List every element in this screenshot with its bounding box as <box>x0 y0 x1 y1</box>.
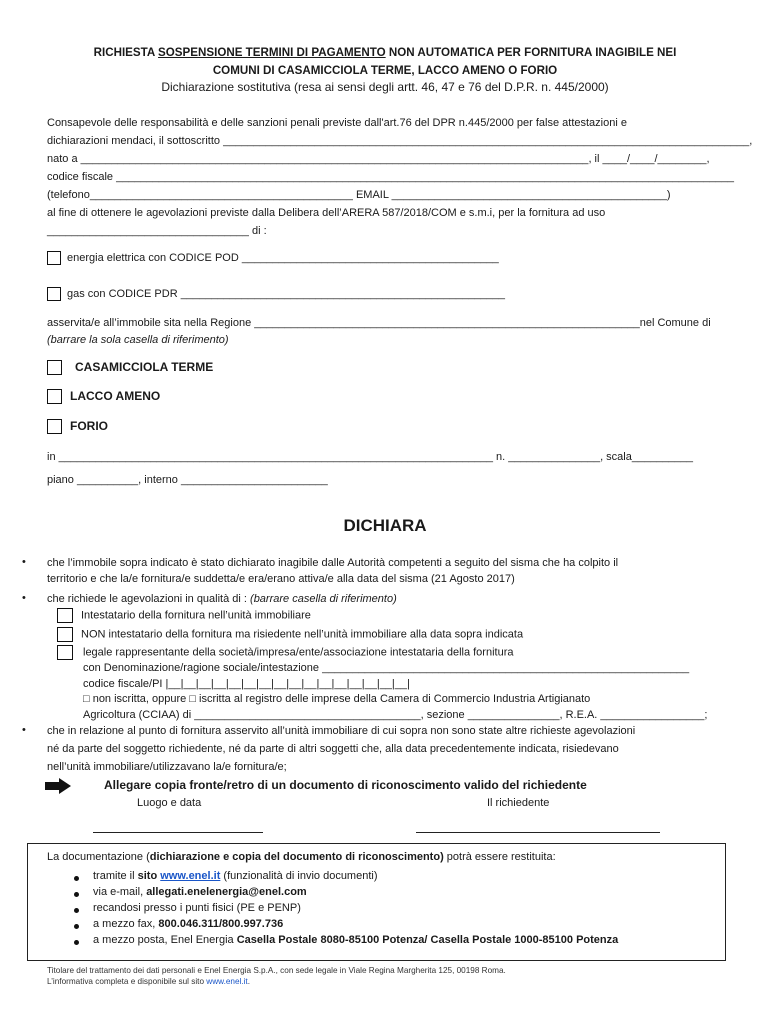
email-label: EMAIL <box>355 189 389 201</box>
return-email-address[interactable]: allegati.enelenergia@enel.com <box>146 886 307 898</box>
return-option-physical: recandosi presso i punti fisici (PE e PENP) <box>93 902 301 914</box>
phone-field[interactable]: ___________________________________________ <box>89 189 353 201</box>
cciaa-line[interactable]: Agricoltura (CCIAA) di _____________________________________, sezione _______________, R.E.A. _________________; <box>83 709 708 721</box>
muni-option-lacco-ameno <box>47 389 160 404</box>
role-option-resident <box>57 627 523 642</box>
footer-enel-link[interactable]: www.enel.it <box>206 977 248 986</box>
holder-checkbox[interactable] <box>57 608 73 623</box>
registry-line[interactable]: □ non iscritta, oppure □ iscritta al registro delle imprese della Camera di Commercio Industria Artigianato <box>83 693 591 705</box>
bullet-dot <box>74 876 79 881</box>
company-tax-id-field[interactable]: codice fiscale/PI |__|__|__|__|__|__|__|__|__|__|__|__|__|__|__|__| <box>83 678 410 690</box>
region-field[interactable]: _______________________________________________________________ <box>254 317 640 329</box>
declaration-b3-line2: né da parte del soggetto richiedente, né da parte di altri soggetti che, alla data precedentemente indicata, risiedevano <box>47 743 619 755</box>
title-post: NON AUTOMATICA PER FORNITURA INAGIBILE NEI <box>385 46 677 59</box>
lacco-ameno-label: LACCO AMENO <box>70 389 161 403</box>
pdr-option <box>47 287 505 301</box>
intro-line6: al fine di ottenere le agevolazioni previste dalla Delibera dell’ARERA 587/2018/COM e s.m.i, per la fornitura ad uso <box>47 207 606 219</box>
post-pre: a mezzo posta, Enel Energia <box>93 934 237 946</box>
fax-numbers: 800.046.311/800.997.736 <box>158 918 284 930</box>
form-title <box>30 44 740 61</box>
holder-label: Intestatario della fornitura nell’unità immobiliare <box>81 609 311 622</box>
intro-line7 <box>47 224 725 238</box>
municipality-label: nel Comune di <box>639 317 711 329</box>
role-hint: (barrare casella di riferimento) <box>250 593 397 605</box>
forio-label: FORIO <box>70 419 108 433</box>
return-info-intro <box>47 851 556 863</box>
use-type-field[interactable]: _________________________________ <box>47 225 249 237</box>
return-option-website <box>93 870 378 882</box>
bullet-dot <box>74 924 79 929</box>
declaration-b3-line1: che in relazione al punto di fornitura asservito all’unità immobiliare di cui sopra non sono state altre richieste agevolazioni <box>47 725 636 737</box>
enel-website-link[interactable]: www.enel.it <box>160 870 221 882</box>
municipality-hint: (barrare la sola casella di riferimento) <box>47 334 229 346</box>
title-pre: RICHIESTA <box>93 46 159 59</box>
bullet-dot: • <box>22 556 26 568</box>
intro-line1: Consapevole delle responsabilità e delle sanzioni penali previste dall'art.76 del DPR n.445/2000 per false attestazioni e <box>47 117 627 129</box>
footer-line2-pre: L’informativa completa e disponibile sul sito <box>47 977 207 986</box>
post-address: Casella Postale 8080-85100 Potenza/ Casella Postale 1000-85100 Potenza <box>236 934 619 946</box>
role-option-holder <box>57 608 311 623</box>
street-label: in <box>47 451 56 463</box>
applicant-label: Il richiedente <box>487 797 550 809</box>
footer-privacy-line2 <box>47 977 250 986</box>
website-post: (funzionalità di invio documenti) <box>220 870 378 882</box>
use-type-tail: di : <box>251 225 267 237</box>
undersigned-label: dichiarazioni mendaci, il sottoscritto <box>47 135 221 147</box>
return-info-intro-bold: dichiarazione e copia del documento di riconoscimento) <box>149 851 444 863</box>
bullet-dot <box>74 908 79 913</box>
pdr-label: gas con CODICE PDR <box>67 287 178 300</box>
undersigned-field[interactable]: ______________________________________________________________________________________ <box>223 135 750 147</box>
address-line <box>47 450 725 464</box>
return-info-intro-pre: La documentazione ( <box>47 851 150 863</box>
return-info-intro-post: potrà essere restituita: <box>443 851 556 863</box>
declaration-b2-line <box>47 592 725 606</box>
number-field[interactable]: _______________ <box>508 451 601 463</box>
email-pre: via e-mail, <box>93 886 147 898</box>
fiscal-code-field[interactable]: _____________________________________________________________________________________________________ <box>116 171 734 183</box>
fax-pre: a mezzo fax, <box>93 918 159 930</box>
region-line <box>47 316 725 330</box>
return-info-box <box>27 843 726 961</box>
footer-privacy-line1: Titolare del trattamento dei dati personali e Enel Energia S.p.A., con sede legale in Viale Regina Margherita 125, 00198 Roma. <box>47 966 506 975</box>
signature-field[interactable] <box>416 832 660 833</box>
birthplace-field[interactable]: ___________________________________________________________________________________ <box>80 153 589 165</box>
floor-line[interactable]: piano __________, interno ________________________ <box>47 474 328 486</box>
pod-label: energia elettrica con CODICE POD <box>67 251 239 264</box>
company-name-line <box>83 661 689 675</box>
company-name-label: con Denominazione/ragione sociale/intestazione <box>83 662 320 674</box>
declaration-heading: DICHIARA <box>343 516 427 535</box>
intro-line4 <box>47 170 734 184</box>
intro-line5 <box>47 188 725 202</box>
forio-checkbox[interactable] <box>47 419 62 434</box>
place-date-field[interactable] <box>93 832 263 833</box>
website-bold: sito <box>137 870 161 882</box>
role-option-legal-rep <box>57 645 513 660</box>
declaration-b1-line1: che l’immobile sopra indicato è stato dichiarato inagibile dalle Autorità competenti a seguito del sisma che ha colpito il <box>47 557 619 569</box>
pdr-field[interactable]: _____________________________________________________ <box>180 287 505 300</box>
resident-label: NON intestatario della fornitura ma risiedente nell’unità immobiliare alla data sopra indicata <box>81 628 524 641</box>
street-field[interactable]: _______________________________________________________________________ <box>58 451 493 463</box>
bullet-dot: • <box>22 592 26 604</box>
region-label: asservita/e all’immobile sita nella Regione <box>47 317 252 329</box>
casamicciola-checkbox[interactable] <box>47 360 62 375</box>
legal-rep-checkbox[interactable] <box>57 645 73 660</box>
phone-label: (telefono <box>47 189 90 201</box>
muni-option-forio <box>47 419 108 434</box>
title-underlined: SOSPENSIONE TERMINI DI PAGAMENTO <box>158 46 386 59</box>
phone-email-tail: ) <box>666 189 671 201</box>
return-option-fax <box>93 918 283 930</box>
pdr-checkbox[interactable] <box>47 287 61 301</box>
role-label: che richiede le agevolazioni in qualità di : <box>47 593 251 605</box>
birthdate-field[interactable]: , il ____/____/________, <box>588 153 710 165</box>
muni-option-casamicciola <box>47 360 213 375</box>
pod-field[interactable]: __________________________________________ <box>241 251 499 264</box>
lacco-ameno-checkbox[interactable] <box>47 389 62 404</box>
email-field[interactable]: _____________________________________________ <box>391 189 667 201</box>
declaration-b3-line3: nell’unità immobiliare/utilizzavano la/e fornitura/e; <box>47 761 287 773</box>
legal-rep-label: legale rappresentante della società/impresa/ente/associazione intestataria della fornitura <box>83 646 514 659</box>
company-name-field[interactable]: ____________________________________________________________ <box>322 662 690 674</box>
birthplace-label: nato a <box>47 153 78 165</box>
form-subtitle: Dichiarazione sostitutiva (resa ai sensi degli artt. 46, 47 e 76 del D.P.R. n. 445/2000) <box>161 80 609 94</box>
return-option-email <box>93 886 307 898</box>
attachment-instruction: Allegare copia fronte/retro di un documento di riconoscimento valido del richiedente <box>104 778 587 792</box>
pod-option <box>47 251 499 265</box>
declaration-b1-line2: territorio e che la/e fornitura/e suddetta/e era/erano attiva/e alla data del sisma (21 Agosto 2017) <box>47 573 515 585</box>
stair-field[interactable]: , scala__________ <box>600 451 694 463</box>
bullet-dot <box>74 892 79 897</box>
footer-line2-post: . <box>247 977 250 986</box>
fiscal-code-label: codice fiscale <box>47 171 114 183</box>
casamicciola-label: CASAMICCIOLA TERME <box>75 360 214 374</box>
form-title-line2: COMUNI DI CASAMICCIOLA TERME, LACCO AMENO O FORIO <box>212 64 558 77</box>
intro-line3 <box>47 152 725 166</box>
bullet-dot: • <box>22 724 26 736</box>
number-label: n. <box>496 451 506 463</box>
return-option-post <box>93 934 618 946</box>
arrow-right-icon <box>45 778 71 794</box>
resident-checkbox[interactable] <box>57 627 73 642</box>
bullet-dot <box>74 940 79 945</box>
place-date-label: Luogo e data <box>137 797 202 809</box>
website-pre: tramite il <box>93 870 138 882</box>
pod-checkbox[interactable] <box>47 251 61 265</box>
intro-line2 <box>47 134 753 148</box>
undersigned-tail: , <box>749 135 753 147</box>
